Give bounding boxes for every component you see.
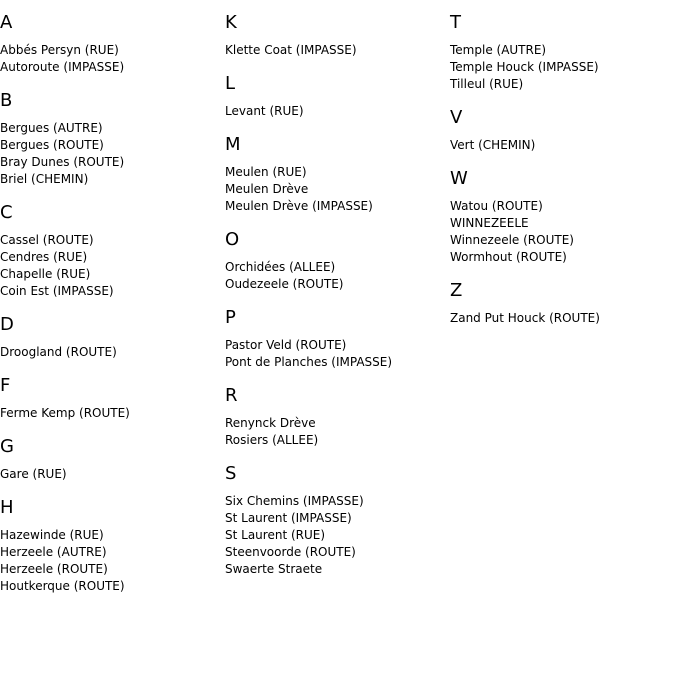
- street-list-item: [0, 466, 225, 483]
- street-link[interactable]: Abbés Persyn (RUE): [0, 43, 119, 57]
- street-list-item: [225, 198, 450, 215]
- street-index-column-1: [0, 0, 225, 609]
- street-list-item: [450, 310, 675, 327]
- section-letter-heading: D: [0, 314, 14, 335]
- street-list: [450, 198, 675, 266]
- street-list-item: [450, 198, 675, 215]
- street-list-item: [0, 561, 225, 578]
- street-link[interactable]: Tilleul (RUE): [450, 77, 524, 91]
- street-list-item: [225, 544, 450, 561]
- section-letter-heading: C: [0, 202, 13, 223]
- street-link[interactable]: Coin Est (IMPASSE): [0, 284, 114, 298]
- street-list-item: [225, 493, 450, 510]
- letter-section: [450, 168, 675, 266]
- street-link[interactable]: Orchidées (ALLEE): [225, 260, 336, 274]
- section-letter-heading: O: [225, 229, 240, 250]
- street-list-item: [225, 415, 450, 432]
- section-letter-heading: A: [0, 12, 13, 33]
- street-link[interactable]: Levant (RUE): [225, 104, 304, 118]
- street-list: [0, 344, 225, 361]
- street-link[interactable]: Bray Dunes (ROUTE): [0, 155, 125, 169]
- street-list: [0, 527, 225, 595]
- street-link[interactable]: Meulen Drève (IMPASSE): [225, 199, 373, 213]
- street-link[interactable]: Cassel (ROUTE): [0, 233, 94, 247]
- section-letter-heading: K: [225, 12, 237, 33]
- letter-section: [225, 134, 450, 215]
- section-letter-heading: G: [0, 436, 14, 457]
- street-link[interactable]: Oudezeele (ROUTE): [225, 277, 344, 291]
- street-link[interactable]: Gare (RUE): [0, 467, 67, 481]
- letter-section: [225, 229, 450, 293]
- street-list-item: [225, 276, 450, 293]
- section-letter-heading: Z: [450, 280, 463, 301]
- street-link[interactable]: Renynck Drève: [225, 416, 316, 430]
- street-list: [0, 42, 225, 76]
- street-list-item: [225, 42, 450, 59]
- letter-section: [0, 12, 225, 76]
- street-list-item: [0, 249, 225, 266]
- street-list: [225, 493, 450, 578]
- street-list-item: [0, 171, 225, 188]
- street-list: [0, 232, 225, 300]
- street-link[interactable]: Pont de Planches (IMPASSE): [225, 355, 393, 369]
- section-letter-heading: W: [450, 168, 468, 189]
- street-list-item: [0, 59, 225, 76]
- letter-section: [225, 73, 450, 120]
- letter-section: [0, 497, 225, 595]
- street-link[interactable]: St Laurent (RUE): [225, 528, 326, 542]
- street-list: [450, 137, 675, 154]
- street-list-item: [0, 42, 225, 59]
- street-link[interactable]: Watou (ROUTE): [450, 199, 543, 213]
- street-list-item: [225, 432, 450, 449]
- street-link[interactable]: Chapelle (RUE): [0, 267, 91, 281]
- street-link[interactable]: Ferme Kemp (ROUTE): [0, 406, 130, 420]
- street-link[interactable]: Hazewinde (RUE): [0, 528, 104, 542]
- section-letter-heading: B: [0, 90, 13, 111]
- street-link[interactable]: Zand Put Houck (ROUTE): [450, 311, 600, 325]
- letter-section: [0, 202, 225, 300]
- section-letter-heading: L: [225, 73, 236, 94]
- street-list-item: [450, 215, 675, 232]
- section-letter-heading: H: [0, 497, 14, 518]
- street-list-item: [225, 181, 450, 198]
- letter-section: [450, 107, 675, 154]
- street-list: [225, 259, 450, 293]
- street-list-item: [225, 259, 450, 276]
- street-list-item: [0, 266, 225, 283]
- street-link[interactable]: Klette Coat (IMPASSE): [225, 43, 357, 57]
- letter-section: [225, 12, 450, 59]
- letter-section: [0, 314, 225, 361]
- street-link[interactable]: Rosiers (ALLEE): [225, 433, 319, 447]
- street-link[interactable]: Houtkerque (ROUTE): [0, 579, 125, 593]
- street-index-column-2: [225, 0, 450, 592]
- street-list-item: [450, 76, 675, 93]
- street-link[interactable]: Briel (CHEMIN): [0, 172, 89, 186]
- street-link[interactable]: Herzeele (AUTRE): [0, 545, 107, 559]
- street-link[interactable]: Vert (CHEMIN): [450, 138, 536, 152]
- street-list: [225, 103, 450, 120]
- street-link[interactable]: Droogland (ROUTE): [0, 345, 117, 359]
- street-list: [225, 337, 450, 371]
- section-letter-heading: M: [225, 134, 241, 155]
- section-letter-heading: F: [0, 375, 11, 396]
- street-list-item: [0, 283, 225, 300]
- street-link[interactable]: Autoroute (IMPASSE): [0, 60, 125, 74]
- street-list-item: [225, 527, 450, 544]
- street-link[interactable]: Winnezeele (ROUTE): [450, 233, 574, 247]
- street-link[interactable]: St Laurent (IMPASSE): [225, 511, 352, 525]
- letter-section: [0, 375, 225, 422]
- street-list: [225, 164, 450, 215]
- letter-section: [450, 280, 675, 327]
- street-link[interactable]: Cendres (RUE): [0, 250, 88, 264]
- street-list: [225, 42, 450, 59]
- street-link[interactable]: Temple (AUTRE): [450, 43, 547, 57]
- street-list: [0, 466, 225, 483]
- street-link[interactable]: Bergues (AUTRE): [0, 121, 103, 135]
- street-list-item: [0, 232, 225, 249]
- street-list-item: [450, 232, 675, 249]
- street-link[interactable]: Herzeele (ROUTE): [0, 562, 108, 576]
- section-letter-heading: T: [450, 12, 461, 33]
- letter-section: [225, 463, 450, 578]
- letter-section: [450, 12, 675, 93]
- section-letter-heading: V: [450, 107, 463, 128]
- street-list-item: [450, 137, 675, 154]
- street-list-item: [225, 103, 450, 120]
- street-list-item: [0, 344, 225, 361]
- street-list-item: [225, 354, 450, 371]
- street-list-item: [0, 578, 225, 595]
- street-list-item: [0, 405, 225, 422]
- letter-section: [225, 385, 450, 449]
- section-letter-heading: S: [225, 463, 237, 484]
- street-list-item: [225, 561, 450, 578]
- street-list-item: [450, 42, 675, 59]
- street-link[interactable]: Temple Houck (IMPASSE): [450, 60, 599, 74]
- street-link[interactable]: Meulen Drève: [225, 182, 309, 196]
- street-list: [0, 120, 225, 188]
- street-link[interactable]: Wormhout (ROUTE): [450, 250, 567, 264]
- street-list: [450, 310, 675, 327]
- street-list-item: [0, 137, 225, 154]
- street-list-item: [450, 249, 675, 266]
- street-link[interactable]: Meulen (RUE): [225, 165, 307, 179]
- street-list-item: [225, 337, 450, 354]
- letter-section: [0, 90, 225, 188]
- street-list-item: [225, 510, 450, 527]
- street-list: [450, 42, 675, 93]
- street-list-item: [0, 544, 225, 561]
- street-list-item: [0, 120, 225, 137]
- street-link[interactable]: Bergues (ROUTE): [0, 138, 104, 152]
- street-list-item: [0, 527, 225, 544]
- street-list: [0, 405, 225, 422]
- street-list-item: [0, 154, 225, 171]
- section-letter-heading: P: [225, 307, 236, 328]
- street-list: [225, 415, 450, 449]
- street-link[interactable]: Pastor Veld (ROUTE): [225, 338, 347, 352]
- street-link[interactable]: Steenvoorde (ROUTE): [225, 545, 356, 559]
- street-link[interactable]: Six Chemins (IMPASSE): [225, 494, 364, 508]
- street-link[interactable]: Swaerte Straete: [225, 562, 323, 576]
- street-link[interactable]: WINNEZEELE: [450, 216, 529, 230]
- street-list-item: [450, 59, 675, 76]
- section-letter-heading: R: [225, 385, 238, 406]
- street-list-item: [225, 164, 450, 181]
- letter-section: [0, 436, 225, 483]
- letter-section: [225, 307, 450, 371]
- street-index-column-3: [450, 0, 675, 341]
